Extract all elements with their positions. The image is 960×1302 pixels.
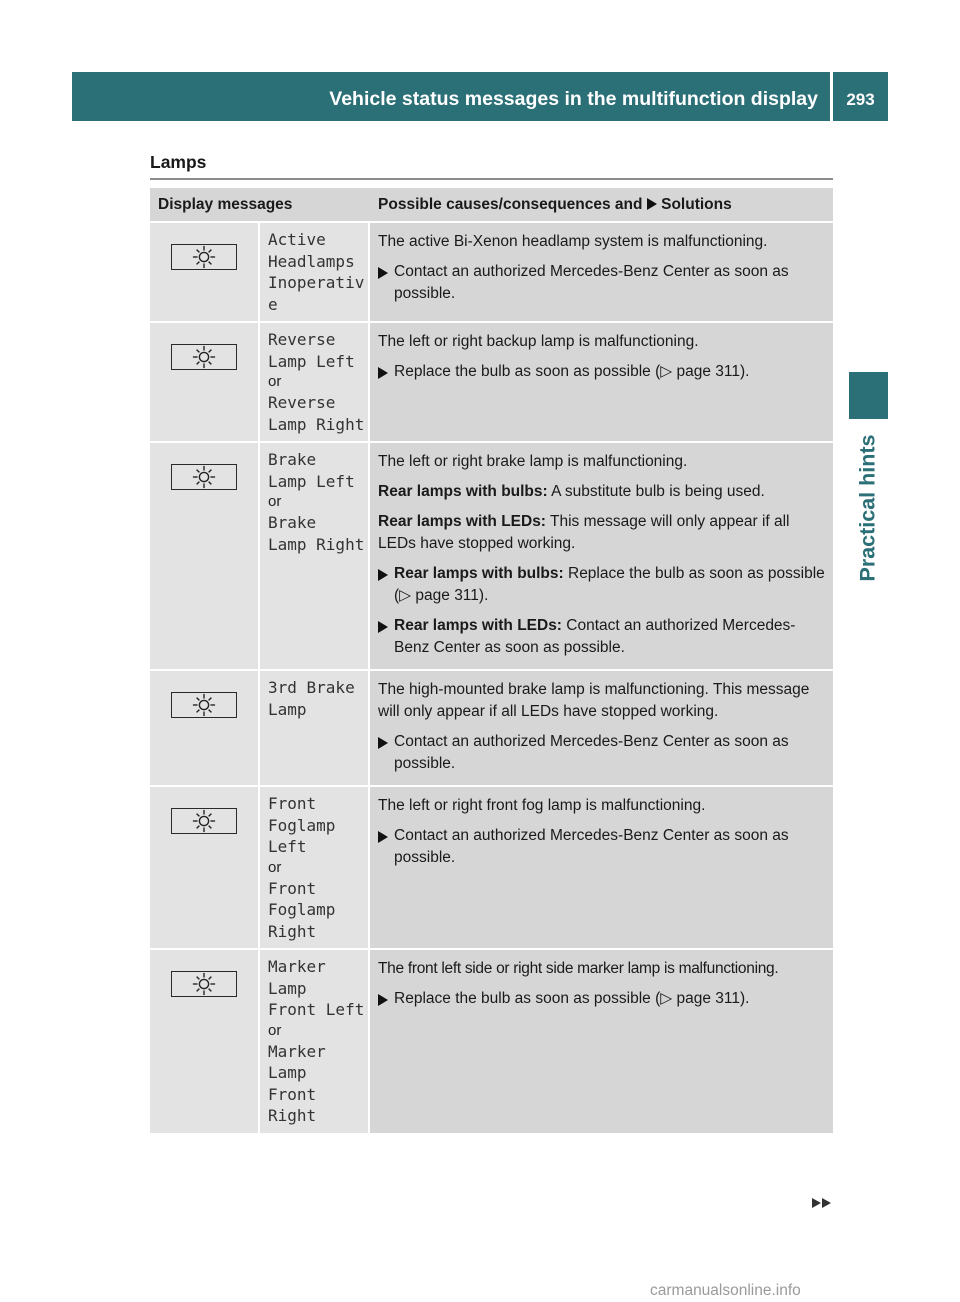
arrow-right-icon	[378, 737, 388, 749]
lamp-warning-icon	[171, 808, 237, 834]
solution-step	[378, 261, 829, 305]
lamp-messages-table	[150, 188, 833, 1135]
watermark: carmanualsonline.info	[650, 1282, 801, 1299]
side-tab-label: Practical hints	[855, 434, 880, 582]
solution-step	[378, 563, 829, 607]
table-row	[150, 671, 833, 787]
display-message-alt: Front Foglamp Right	[268, 878, 336, 941]
lamp-warning-icon	[171, 344, 237, 370]
side-tab-marker	[849, 372, 888, 419]
table-row	[150, 443, 833, 671]
arrow-right-icon	[378, 831, 388, 843]
display-message: Marker Lamp Front Left	[268, 957, 365, 1019]
page-number-box	[833, 72, 888, 121]
page-header-title: Vehicle status messages in the multifunction display	[329, 88, 818, 110]
page-number: 293	[846, 90, 875, 109]
solution-step	[378, 361, 829, 383]
solution-step-text: Contact an authorized Mercedes-Benz Center as soon as possible.	[394, 827, 789, 866]
cause-note	[378, 511, 829, 555]
solution-step	[378, 825, 829, 869]
cause-note	[378, 481, 829, 503]
display-message: Active Headlamps Inoperativ e	[268, 230, 365, 314]
table-row	[150, 787, 833, 950]
arrow-right-icon	[378, 994, 388, 1006]
cause-text: The left or right brake lamp is malfunctioning.	[378, 453, 688, 470]
cause-note-text: A substitute bulb is being used.	[547, 483, 765, 500]
display-message: Reverse Lamp Left	[268, 330, 355, 371]
arrow-right-icon	[378, 367, 388, 379]
column-header-display-messages: Display messages	[150, 188, 370, 223]
cause-note-text: This message will only appear if all LEDs have stopped working.	[378, 513, 790, 552]
or-text: or	[268, 373, 282, 390]
solution-step-text: Contact an authorized Mercedes-Benz Center as soon as possible.	[394, 617, 796, 656]
or-text: or	[268, 858, 282, 876]
lamp-warning-icon	[171, 692, 237, 718]
solution-step-text: Replace the bulb as soon as possible (▷ page 311).	[394, 363, 750, 380]
or-text: or	[268, 493, 282, 510]
table-header-row	[150, 188, 833, 223]
continue-arrows-icon	[812, 1196, 832, 1211]
display-message: 3rd Brake Lamp	[268, 678, 355, 719]
arrow-right-icon	[378, 621, 388, 633]
display-message-alt: Brake Lamp Right	[268, 513, 365, 554]
section-divider	[150, 178, 833, 180]
display-message: Front Foglamp Left	[268, 794, 336, 856]
arrow-right-icon	[647, 198, 657, 210]
arrow-right-icon	[378, 267, 388, 279]
header-bar	[72, 72, 830, 121]
cause-note-label: Rear lamps with LEDs:	[378, 513, 546, 530]
display-message-alt: Reverse Lamp Right	[268, 393, 365, 434]
table-row	[150, 223, 833, 323]
solution-step	[378, 615, 829, 659]
lamp-warning-icon	[171, 244, 237, 270]
lamp-warning-icon	[171, 464, 237, 490]
solution-step-text: Replace the bulb as soon as possible (▷ page 311).	[394, 565, 825, 604]
solution-step-text: Replace the bulb as soon as possible (▷ page 311).	[394, 990, 750, 1007]
display-message: Brake Lamp Left	[268, 450, 355, 491]
table-row	[150, 950, 833, 1135]
solution-step-label: Rear lamps with bulbs:	[394, 565, 564, 582]
column-header-solutions-suffix: Solutions	[656, 195, 732, 213]
lamp-warning-icon	[171, 971, 237, 997]
display-message-alt: Marker Lamp Front Right	[268, 1041, 326, 1125]
solution-step-text: Contact an authorized Mercedes-Benz Center as soon as possible.	[394, 733, 789, 772]
solution-step-text: Contact an authorized Mercedes-Benz Center as soon as possible.	[394, 263, 789, 302]
arrow-right-icon	[378, 569, 388, 581]
section-title: Lamps	[150, 152, 207, 172]
cause-text: The left or right backup lamp is malfunctioning.	[378, 333, 699, 350]
cause-note-label: Rear lamps with bulbs:	[378, 483, 548, 500]
solution-step	[378, 731, 829, 775]
column-header-solutions-text: Possible causes/consequences and	[378, 195, 647, 213]
cause-text: The high-mounted brake lamp is malfunctioning. This message will only appear if all LEDs have stopped working.	[378, 681, 810, 720]
cause-text: The left or right front fog lamp is malfunctioning.	[378, 797, 706, 814]
cause-text: The active Bi-Xenon headlamp system is malfunctioning.	[378, 233, 768, 250]
table-row	[150, 323, 833, 443]
column-header-solutions	[370, 188, 833, 223]
cause-text: The front left side or right side marker lamp is malfunctioning.	[378, 960, 779, 977]
solution-step-label: Rear lamps with LEDs:	[394, 617, 562, 634]
or-text: or	[268, 1021, 282, 1039]
solution-step	[378, 988, 829, 1010]
